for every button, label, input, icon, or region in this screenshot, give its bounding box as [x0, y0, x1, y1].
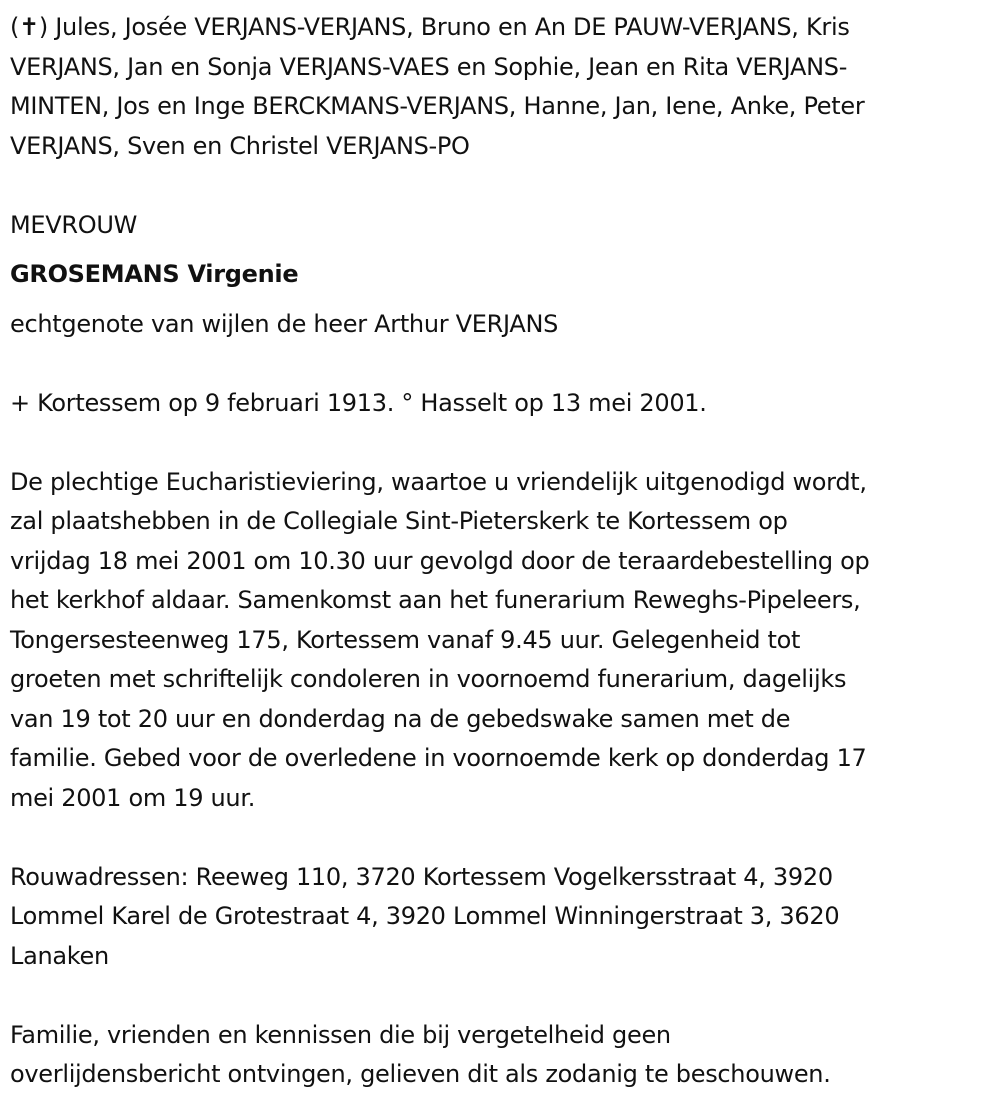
closing-line: Familie, vrienden en kennissen die bij vergetelheid geen	[10, 1020, 671, 1049]
ceremony-paragraph	[10, 463, 1000, 819]
birth-death-dates: + Kortessem op 9 februari 1913. ° Hasselt op 13 mei 2001.	[10, 388, 707, 417]
family-line: (✝) Jules, Josée VERJANS-VERJANS, Bruno en An DE PAUW-VERJANS, Kris	[10, 13, 850, 41]
family-line: VERJANS, Sven en Christel VERJANS-PO	[10, 131, 470, 160]
addresses-paragraph	[10, 858, 1000, 977]
family-line: MINTEN, Jos en Inge BERCKMANS-VERJANS, Hanne, Jan, Iene, Anke, Peter	[10, 92, 865, 120]
closing-paragraph	[10, 1016, 1000, 1095]
spouse-line: echtgenote van wijlen de heer Arthur VERJANS	[10, 309, 559, 338]
ceremony-line: familie. Gebed voor de overledene in voornoemde kerk op donderdag 17	[10, 744, 867, 772]
ceremony-line: het kerkhof aldaar. Samenkomst aan het funerarium Reweghs-Pipeleers,	[10, 586, 861, 614]
ceremony-line: vrijdag 18 mei 2001 om 10.30 uur gevolgd door de teraardebestelling op	[10, 546, 870, 575]
address-line: Lanaken	[10, 941, 109, 970]
ceremony-line: Tongersesteenweg 175, Kortessem vanaf 9.45 uur. Gelegenheid tot	[10, 625, 801, 654]
deceased-title: MEVROUW	[10, 210, 138, 239]
ceremony-line: van 19 tot 20 uur en donderdag na de gebedswake samen met de	[10, 704, 791, 733]
family-line: VERJANS, Jan en Sonja VERJANS-VAES en Sophie, Jean en Rita VERJANS-	[10, 52, 848, 81]
ceremony-line: mei 2001 om 19 uur.	[10, 783, 256, 812]
obituary-document	[10, 8, 1000, 1095]
address-line: Lommel Karel de Grotestraat 4, 3920 Lommel Winningerstraat 3, 3620	[10, 902, 840, 930]
ceremony-line: zal plaatshebben in de Collegiale Sint-Pieterskerk te Kortessem op	[10, 507, 788, 535]
ceremony-line: groeten met schriftelijk condoleren in voornoemd funerarium, dagelijks	[10, 665, 847, 693]
ceremony-line: De plechtige Eucharistieviering, waartoe u vriendelijk uitgenodigd wordt,	[10, 467, 867, 496]
closing-line: overlijdensbericht ontvingen, gelieven dit als zodanig te beschouwen.	[10, 1060, 831, 1088]
address-line: Rouwadressen: Reeweg 110, 3720 Kortessem Vogelkersstraat 4, 3920	[10, 862, 833, 891]
family-header	[10, 8, 1000, 166]
deceased-name: GROSEMANS Virgenie	[10, 260, 299, 288]
